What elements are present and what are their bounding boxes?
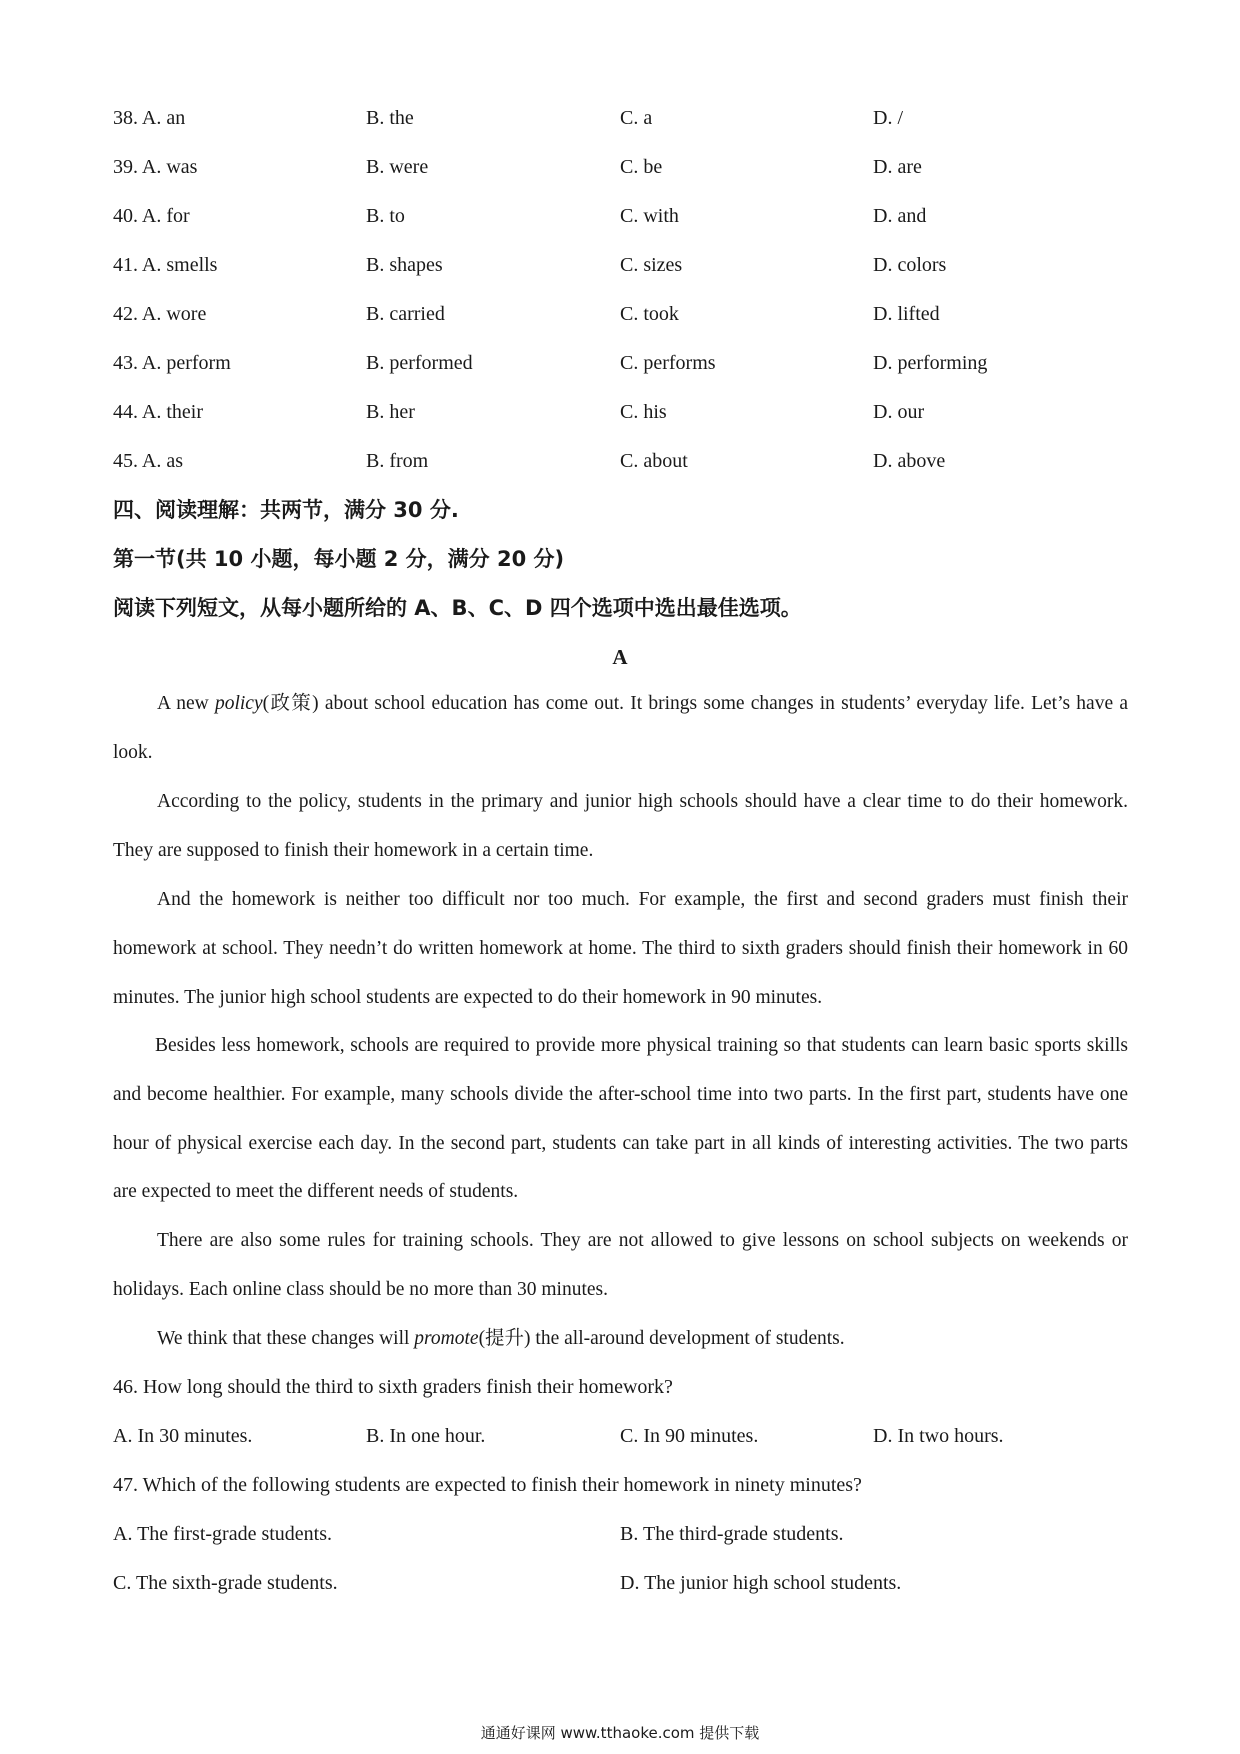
passage-label: A bbox=[612, 645, 628, 669]
question-46-options bbox=[113, 1421, 1133, 1451]
option-c: C. The sixth-grade students. bbox=[113, 1572, 338, 1594]
option-d: D. In two hours. bbox=[873, 1425, 1004, 1447]
option-d: D. above bbox=[873, 450, 946, 472]
option-b: B. were bbox=[366, 156, 429, 178]
mcq-row-42 bbox=[113, 299, 1133, 329]
mcq-row-41 bbox=[113, 250, 1133, 280]
option-c: C. a bbox=[620, 107, 653, 129]
option-b: B. the bbox=[366, 107, 414, 129]
option-a: 39. A. was bbox=[113, 156, 198, 178]
option-a: A. The first-grade students. bbox=[113, 1523, 333, 1545]
option-c: C. sizes bbox=[620, 254, 683, 276]
question-47-options-row-1 bbox=[113, 1519, 1133, 1549]
page-footer: 通通好课网 www.tthaoke.com 提供下载 bbox=[480, 1724, 760, 1742]
question-46-stem: 46. How long should the third to sixth graders finish their homework? bbox=[113, 1376, 673, 1398]
option-b: B. In one hour. bbox=[366, 1425, 486, 1447]
option-b: B. her bbox=[366, 401, 415, 423]
option-a: 43. A. perform bbox=[113, 352, 231, 374]
option-d: D. The junior high school students. bbox=[620, 1572, 902, 1594]
option-b: B. shapes bbox=[366, 254, 443, 276]
section-title: 四、阅读理解：共两节，满分 30 分. bbox=[113, 498, 459, 522]
mcq-row-44 bbox=[113, 397, 1133, 427]
mcq-row-43 bbox=[113, 348, 1133, 378]
section-part-title: 第一节(共 10 小题，每小题 2 分，满分 20 分) bbox=[113, 547, 565, 571]
option-c: C. about bbox=[620, 450, 688, 472]
option-d: D. colors bbox=[873, 254, 947, 276]
question-47-stem: 47. Which of the following students are expected to finish their homework in ninety minutes? bbox=[113, 1474, 862, 1496]
question-47-options-row-2 bbox=[113, 1568, 1133, 1598]
passage-paragraph-4: Besides less homework, schools are required to provide more physical training so that students can learn basic sports skills and become healthier. For example, many schools divide the after-school time into two parts. In the first part, students have one hour of physical exercise each day. In the second part, students can take part in all kinds of interesting activities. The two parts are expected to meet the different needs of students. bbox=[113, 1035, 1128, 1203]
option-b: B. carried bbox=[366, 303, 445, 325]
glossed-word: promote bbox=[414, 1328, 479, 1349]
option-d: D. are bbox=[873, 156, 922, 178]
option-a: 45. A. as bbox=[113, 450, 184, 472]
option-a: 42. A. wore bbox=[113, 303, 207, 325]
passage-paragraph-1: A new policy(政策) about school education has come out. It brings some changes in students’ everyday life. Let’s have a look. bbox=[113, 693, 1128, 763]
option-a: 40. A. for bbox=[113, 205, 190, 227]
mcq-row-38 bbox=[113, 103, 1133, 133]
passage-paragraph-2: According to the policy, students in the primary and junior high schools should have a clear time to do their homework. They are supposed to finish their homework in a certain time. bbox=[113, 791, 1128, 861]
option-a: 44. A. their bbox=[113, 401, 203, 423]
option-d: D. / bbox=[873, 107, 903, 129]
option-c: C. In 90 minutes. bbox=[620, 1425, 759, 1447]
option-d: D. performing bbox=[873, 352, 988, 374]
option-c: C. with bbox=[620, 205, 679, 227]
option-d: D. and bbox=[873, 205, 927, 227]
option-b: B. to bbox=[366, 205, 405, 227]
option-b: B. from bbox=[366, 450, 429, 472]
option-b: B. performed bbox=[366, 352, 473, 374]
option-a: 41. A. smells bbox=[113, 254, 218, 276]
option-b: B. The third-grade students. bbox=[620, 1523, 844, 1545]
option-d: D. our bbox=[873, 401, 925, 423]
passage-paragraph-5: There are also some rules for training schools. They are not allowed to give lessons on school subjects on weekends or holidays. Each online class should be no more than 30 minutes. bbox=[113, 1230, 1128, 1300]
mcq-row-45 bbox=[113, 446, 1133, 476]
section-instruction: 阅读下列短文，从每小题所给的 A、B、C、D 四个选项中选出最佳选项。 bbox=[113, 596, 802, 620]
option-c: C. performs bbox=[620, 352, 716, 374]
option-d: D. lifted bbox=[873, 303, 940, 325]
option-c: C. his bbox=[620, 401, 667, 423]
passage-paragraph-6: We think that these changes will promote(提升) the all-around development of students. bbox=[157, 1328, 845, 1349]
mcq-row-40 bbox=[113, 201, 1133, 231]
option-a: 38. A. an bbox=[113, 107, 186, 129]
passage-paragraph-3: And the homework is neither too difficult nor too much. For example, the first and second graders must finish their homework at school. They needn’t do written homework at home. The third to sixth graders should finish their homework in 60 minutes. The junior high school students are expected to do their homework in 90 minutes. bbox=[113, 889, 1128, 1008]
option-a: A. In 30 minutes. bbox=[113, 1425, 253, 1447]
option-c: C. be bbox=[620, 156, 663, 178]
glossed-word: policy bbox=[214, 693, 263, 714]
option-c: C. took bbox=[620, 303, 679, 325]
mcq-row-39 bbox=[113, 152, 1133, 182]
